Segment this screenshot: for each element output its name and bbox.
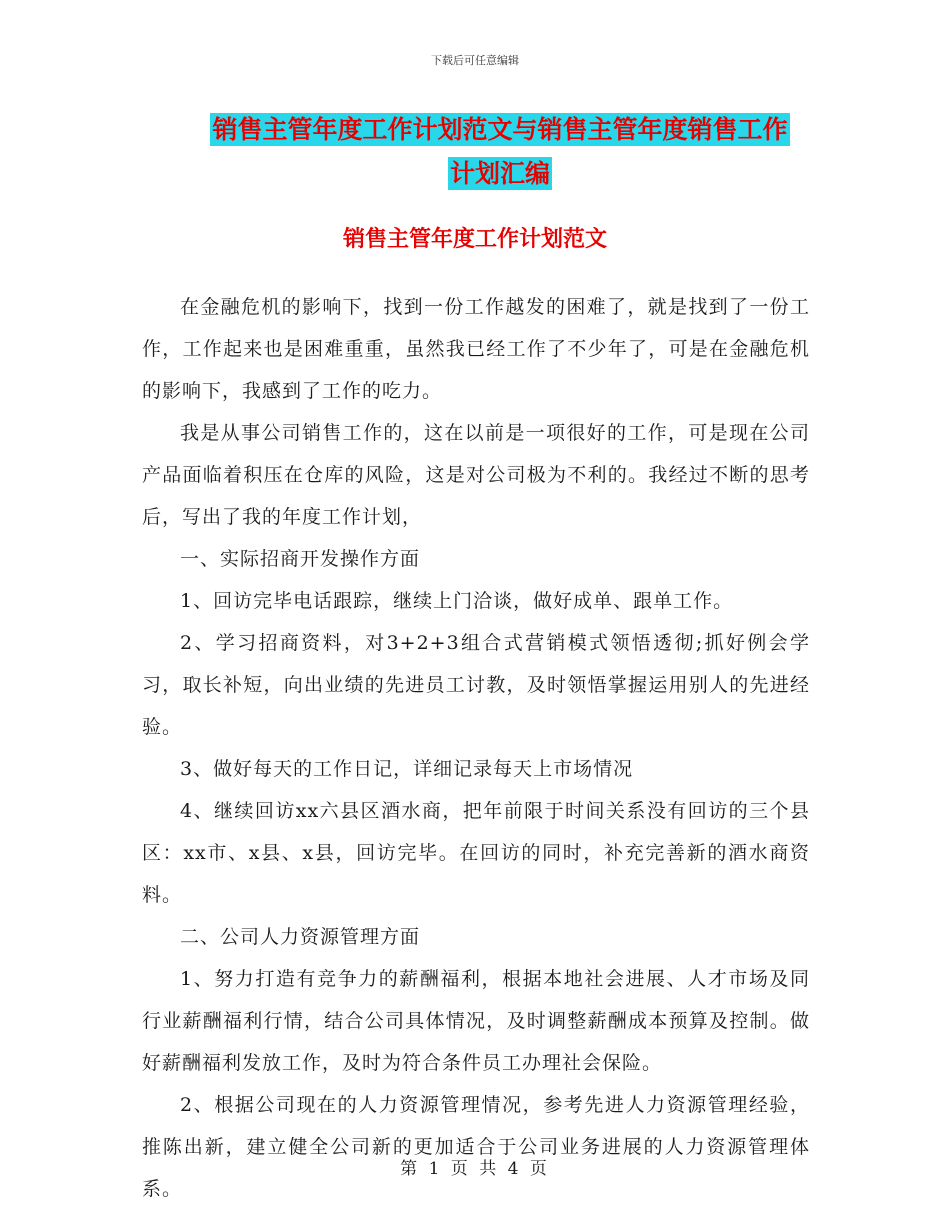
document-body bbox=[142, 286, 810, 1210]
paragraph: 1、回访完毕电话跟踪，继续上门洽谈，做好成单、跟单工作。 bbox=[180, 590, 734, 612]
page-number-footer: 第 1 页 共 4 页 bbox=[400, 1159, 550, 1179]
paragraph: 2、根据公司现在的人力资源管理情况，参考先进人力资源管理经验，推陈出新，建立健全公司新的更加适合于公司业务进展的人力资源管理体系。 bbox=[142, 1094, 810, 1200]
document-title-line-2: 计划汇编 bbox=[449, 159, 550, 188]
header-note: 下载后可任意编辑 bbox=[431, 54, 519, 67]
document-title bbox=[190, 108, 810, 196]
paragraph-heading: 二、公司人力资源管理方面 bbox=[180, 926, 421, 948]
document-title-line-1: 销售主管年度工作计划范文与销售主管年度销售工作 bbox=[212, 115, 788, 144]
paragraph: 2、学习招商资料，对3+2+3组合式营销模式领悟透彻;抓好例会学习，取长补短，向出业绩的先进员工讨教，及时领悟掌握运用别人的先进经验。 bbox=[142, 632, 810, 738]
paragraph: 4、继续回访xx六县区酒水商，把年前限于时间关系没有回访的三个县区：xx市、x县、x县，回访完毕。在回访的同时，补充完善新的酒水商资料。 bbox=[142, 800, 810, 906]
paragraph-heading: 一、实际招商开发操作方面 bbox=[180, 548, 421, 570]
paragraph: 1、努力打造有竞争力的薪酬福利，根据本地社会进展、人才市场及同行业薪酬福利行情，结合公司具体情况，及时调整薪酬成本预算及控制。做好薪酬福利发放工作，及时为符合条件员工办理社会保险。 bbox=[142, 968, 810, 1074]
paragraph: 我是从事公司销售工作的，这在以前是一项很好的工作，可是现在公司产品面临着积压在仓库的风险，这是对公司极为不利的。我经过不断的思考后，写出了我的年度工作计划， bbox=[142, 422, 810, 528]
paragraph: 3、做好每天的工作日记，详细记录每天上市场情况 bbox=[180, 758, 634, 780]
section-title: 销售主管年度工作计划范文 bbox=[342, 227, 607, 252]
paragraph: 在金融危机的影响下，找到一份工作越发的困难了，就是找到了一份工作，工作起来也是困难重重，虽然我已经工作了不少年了，可是在金融危机的影响下，我感到了工作的吃力。 bbox=[142, 296, 810, 402]
